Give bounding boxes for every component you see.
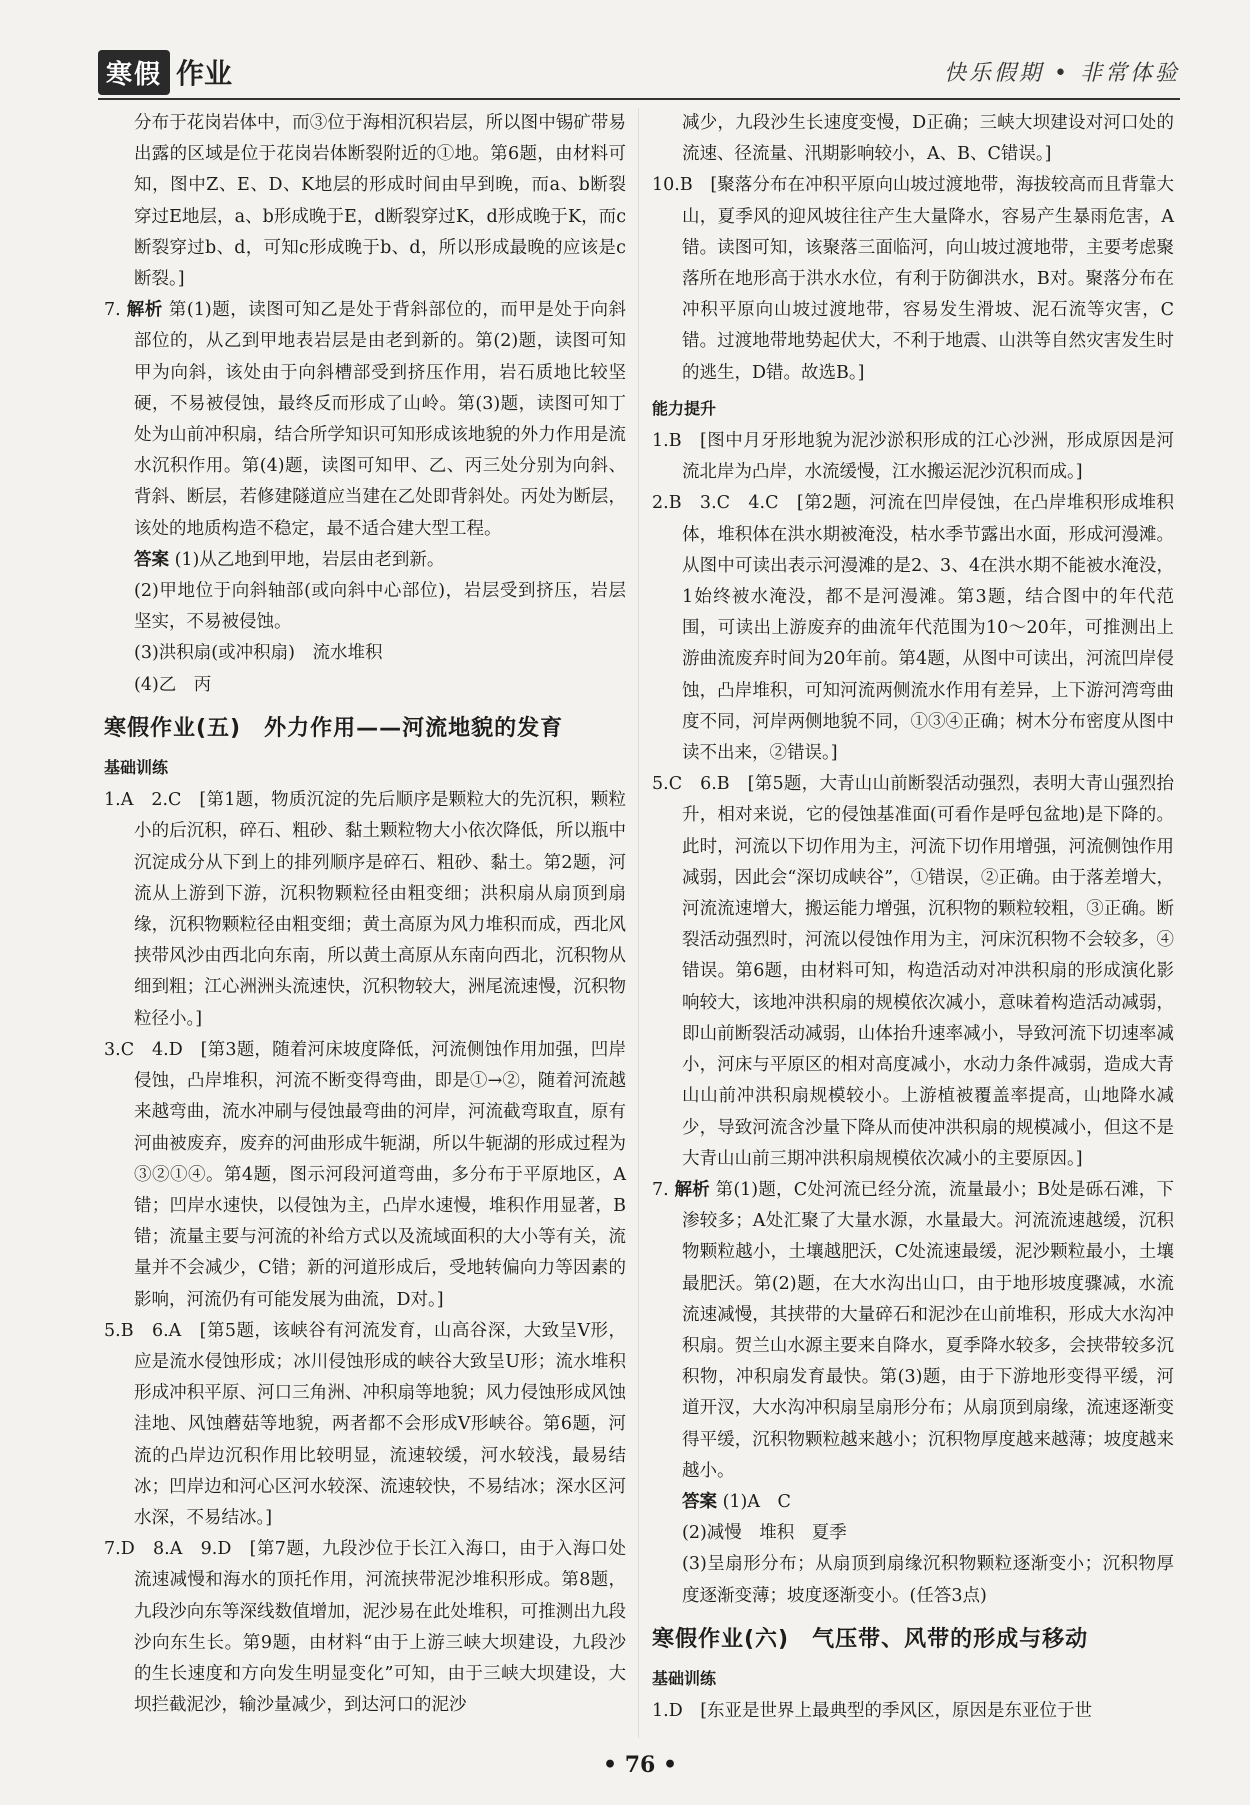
right-column xyxy=(652,108,1174,1727)
ability-q2-4: 2.B 3.C 4.C [第2题，河流在凹岸侵蚀，在凸岸堆积形成堆积体，堆积体在洪水期被淹没，枯水季节露出水面，形成河漫滩。从图中可读出表示河漫滩的是2、3、4在洪水期不能被水淹没，1始终被水淹没，都不是河漫滩。第3题，结合图中的年代范围，可读出上游废弃的曲流年代范围为10～20年，可推测出上游曲流废弃时间为20年前。第4题，从图中可读出，河流凹岸侵蚀，凸岸堆积，可知河流两侧流水作用有差异，上下游河湾弯曲度不同，河岸两侧地貌不同，①③④正确；树木分布密度从图中读不出来，②错误。] xyxy=(652,493,1174,764)
answer-2: (2)减慢 堆积 夏季 xyxy=(682,1523,847,1544)
section-5-title: 寒假作业(五) 外力作用——河流地貌的发育 xyxy=(104,715,564,741)
question-number: 7. xyxy=(652,1179,669,1200)
answer-q7-9: 7.D 8.A 9.D [第7题，九段沙位于长江入海口，由于入海口处流速减慢和海水的顶托作用，河流挟带泥沙堆积形成。第8题，九段沙向东等深线数值增加，泥沙易在此处堆积，可推测出九段沙向东生长。第9题，由材料“由于上游三峡大坝建设，九段沙的生长速度和方向发生明显变化”可知，由于三峡大坝建设，大坝拦截泥沙，输沙量减少，到达河口的泥沙 xyxy=(104,1539,626,1716)
answer-label: 答案 xyxy=(682,1491,717,1512)
page-header xyxy=(98,50,1180,100)
question-number: 7. xyxy=(104,300,121,321)
answer-q1-2: 1.A 2.C [第1题，物质沉淀的先后顺序是颗粒大的先沉积，颗粒小的后沉积，碎石、粗砂、黏土颗粒物大小依次降低，所以瓶中沉淀成分从下到上的排列顺序是碎石、粗砂、黏土。第2题，河流从上游到下游，沉积物颗粒径由粗变细；洪积扇从扇顶到扇缘，沉积物颗粒径由粗变细；黄土高原为风力堆积而成，西北风挟带风沙由西北向东南，所以黄土高原从东南向西北，沉积物从细到粗；江心洲洲头流速快，沉积物较大，洲尾流速慢，沉积物粒径小。] xyxy=(104,790,626,1029)
column-divider xyxy=(638,108,639,1738)
ability-q7-analysis xyxy=(652,1175,1174,1487)
answer-block xyxy=(104,545,626,576)
section-6-title: 寒假作业(六) 气压带、风带的形成与移动 xyxy=(652,1626,1089,1652)
analysis-label: 解析 xyxy=(674,1179,710,1200)
answer-q3-4: 3.C 4.D [第3题，随着河床坡度降低，河流侧蚀作用加强，凹岸侵蚀，凸岸堆积，河流不断变得弯曲，即是①→②，随着河流越来越弯曲，流水冲刷与侵蚀最弯曲的河岸，河流截弯取直，原有河曲被废弃，废弃的河曲形成牛轭湖，所以牛轭湖的形成过程为③②①④。第4题，图示河段河道弯曲，多分布于平原地区，A错；凹岸水速快，以侵蚀为主，凸岸水速慢，堆积作用显著，B错；流量主要与河流的补给方式以及流域面积的大小等有关，流量并不会减少，C错；新的河道形成后，受地转偏向力等因素的影响，河流仍有可能发展为曲流，D对。] xyxy=(104,1039,626,1310)
answer-4: (4)乙 丙 xyxy=(134,674,212,695)
answer-1: (1)A C xyxy=(722,1491,791,1512)
logo-main: 寒假 xyxy=(98,50,170,95)
right-paragraph-0: 减少，九段沙生长速度变慢，D正确；三峡大坝建设对河口处的流速、径流量、汛期影响较小，A、B、C错误。] xyxy=(682,113,1174,165)
logo-sub: 作业 xyxy=(176,57,233,90)
ability-q5-6: 5.C 6.B [第5题，大青山山前断裂活动强烈，表明大青山强烈抬升，相对来说，它的侵蚀基准面(可看作是呼包盆地)是下降的。此时，河流以下切作用为主，河流下切作用增强，河流侧蚀作用减弱，因此会“深切成峡谷”，①错误，②正确。由于落差增大，河流流速增大，搬运能力增强，沉积物的颗粒较粗，③正确。断裂活动强烈时，河流以侵蚀作用为主，河床沉积物不会较多，④错误。第6题，由材料可知，构造活动对冲洪积扇的形成演化影响较大，该地冲洪积扇的规模依次减小，意味着构造活动减弱，即山前断裂活动减弱，山体抬升速率减小，导致河流下切速率减小，河床与平原区的相对高度减小，水动力条件减弱，造成大青山山前冲洪积扇规模较小。上游植被覆盖率提高，山地降水减少，导致河流含沙量下降从而使冲洪积扇的规模减小，但这不是大青山山前三期冲洪积扇规模依次减小的主要原因。] xyxy=(652,774,1174,1169)
answer-2: (2)甲地位于向斜轴部(或向斜中心部位)，岩层受到挤压，岩层坚实，不易被侵蚀。 xyxy=(134,581,626,633)
question-7-analysis xyxy=(104,295,626,545)
basic-training-heading: 基础训练 xyxy=(652,1668,717,1688)
answer-1: (1)从乙地到甲地，岩层由老到新。 xyxy=(174,549,445,570)
answer-3: (3)呈扇形分布；从扇顶到扇缘沉积物颗粒逐渐变小；沉积物厚度逐渐变薄；坡度逐渐变小。(任答3点) xyxy=(682,1554,1174,1606)
analysis-label: 解析 xyxy=(126,300,163,321)
ability-heading: 能力提升 xyxy=(652,398,717,418)
ability-answer-block xyxy=(652,1487,1174,1518)
answer-3: (3)洪积扇(或冲积扇) 流水堆积 xyxy=(134,643,383,664)
analysis-text: 第(1)题，读图可知乙是处于背斜部位的，而甲是处于向斜部位的，从乙到甲地表岩层是由老到新的。第(2)题，读图可知甲为向斜，该处由于向斜槽部受到挤压作用，岩石质地比较坚硬，不易被侵蚀，最终反而形成了山岭。第(3)题，读图可知丁处为山前冲积扇，结合所学知识可知形成该地貌的外力作用是流水沉积作用。第(4)题，读图可知甲、乙、丙三处分别为向斜、背斜、断层，若修建隧道应当建在乙处即背斜处。丙处为断层，该处的地质构造不稳定，最不适合建大型工程。 xyxy=(134,300,626,539)
left-paragraph-0: 分布于花岗岩体中，而③位于海相沉积岩层，所以图中锡矿带易出露的区域是位于花岗岩体断裂附近的①地。第6题，由材料可知，图中Z、E、D、K地层的形成时间由早到晚，而a、b断裂穿过E地层，a、b形成晚于E，d断裂穿过K，d形成晚于K，而c断裂穿过b、d，可知c形成晚于b、d，所以形成最晚的应该是c断裂。] xyxy=(134,113,626,290)
analysis-text: 第(1)题，C处河流已经分流，流量最小；B处是砾石滩，下渗较多；A处汇聚了大量水源，水量最大。河流流速越缓，沉积物颗粒越小，土壤越肥沃，C处流速最缓，泥沙颗粒最小，土壤最肥沃。第(2)题，在大水沟出山口，由于地形坡度骤减，水流流速减慢，其挟带的大量碎石和泥沙在山前堆积，形成大水沟冲积扇。贺兰山水源主要来自降水，夏季降水较多，会挟带较多沉积物，冲积扇发育最快。第(3)题，由于下游地形变得平缓，河道开汊，大水沟冲积扇呈扇形分布；从扇顶到扇缘，流速逐渐变得平缓，沉积物颗粒越来越小；沉积物厚度越来越薄；坡度越来越小。 xyxy=(682,1179,1174,1481)
answer-label: 答案 xyxy=(134,549,169,570)
answer-q10: 10.B [聚落分布在冲积平原向山坡过渡地带，海拔较高而且背靠大山，夏季风的迎风坡往往产生大量降水，容易产生暴雨危害，A错。读图可知，该聚落三面临河，向山坡过渡地带，主要考虑聚落所在地形高于洪水水位，有利于防御洪水，B对。聚落分布在冲积平原向山坡过渡地带，容易发生滑坡、泥石流等灾害，C错。过渡地带地势起伏大，不利于地震、山洪等自然灾害发生时的逃生，D错。故选B。] xyxy=(652,175,1174,383)
section-6-q1: 1.D [东亚是世界上最典型的季风区，原因是东亚位于世 xyxy=(652,1701,1093,1722)
logo xyxy=(98,50,232,94)
page-number: • 76 • xyxy=(602,1752,678,1778)
ability-q1: 1.B [图中月牙形地貌为泥沙淤积形成的江心沙洲，形成原因是河流北岸为凸岸，水流缓慢，江水搬运泥沙沉积而成。] xyxy=(652,431,1174,483)
left-column xyxy=(104,108,626,1721)
answer-q5-6: 5.B 6.A [第5题，该峡谷有河流发育，山高谷深，大致呈V形，应是流水侵蚀形成；冰川侵蚀形成的峡谷大致呈U形；流水堆积形成冲积平原、河口三角洲、冲积扇等地貌；风力侵蚀形成风蚀洼地、风蚀蘑菇等地貌，两者都不会形成V形峡谷。第6题，河流的凸岸边沉积作用比较明显，流速较缓，河水较浅，最易结冰；凹岸边和河心区河水较深、流速较快，不易结冰；深水区河水深，不易结冰。] xyxy=(104,1320,626,1528)
header-slogan: 快乐假期 • 非常体验 xyxy=(944,61,1180,86)
basic-training-heading: 基础训练 xyxy=(104,758,169,778)
